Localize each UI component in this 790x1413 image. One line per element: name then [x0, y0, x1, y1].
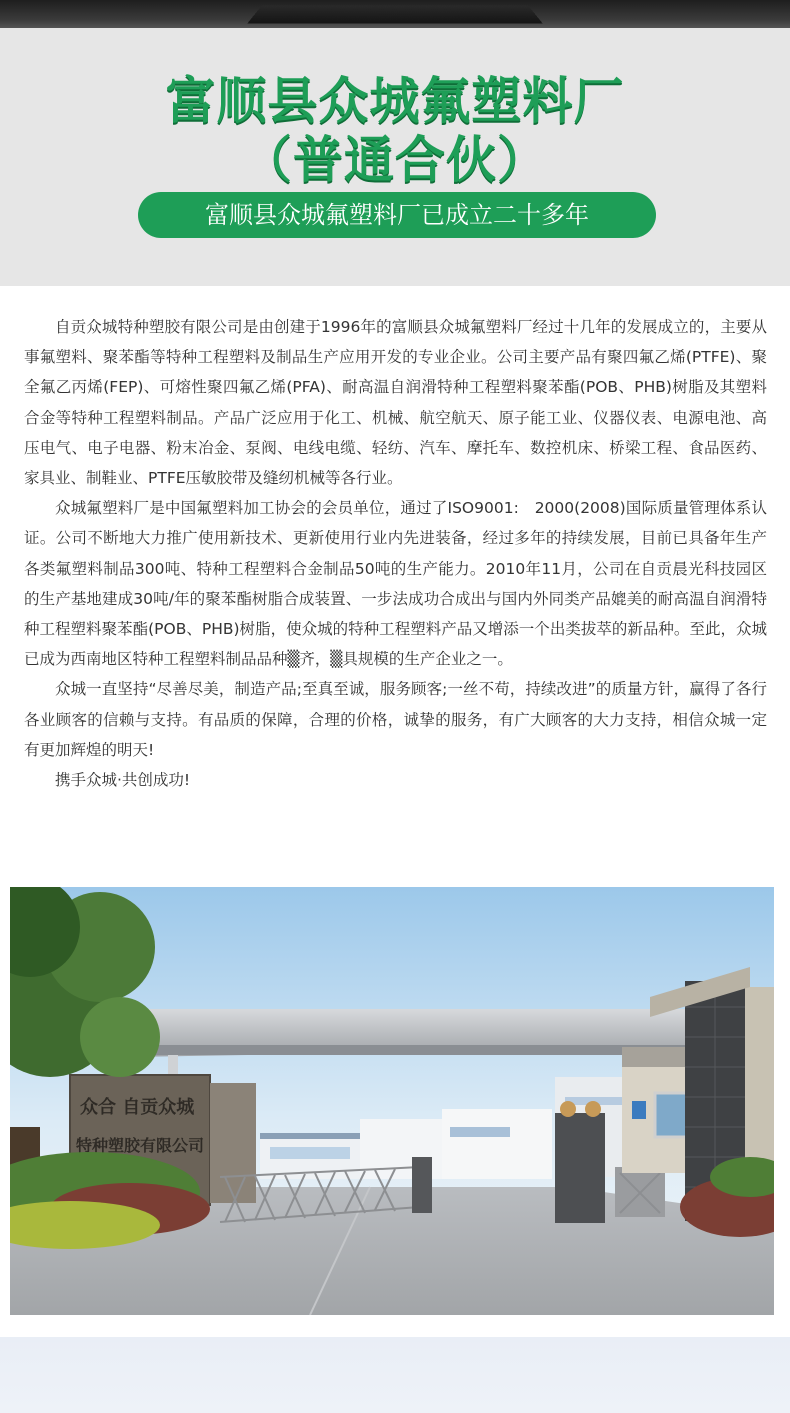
intro-paragraph-3: 众城一直坚持“尽善尽美，制造产品;至真至诚，服务顾客;一丝不苟，持续改进”的质量方针，赢得了各行各业顾客的信赖与支持。有品质的保障，合理的价格，诚挚的服务，有广大顾客的大力支持，相信众城一定有更加辉煌的明天! — [24, 680, 767, 759]
header-panel — [0, 28, 790, 286]
gate-sign-text-1: 众合 自贡众城 — [80, 1097, 195, 1118]
gate-sign-text-2: 特种塑胶有限公司 — [76, 1136, 205, 1155]
intro-paragraph-2: 众城氟塑料厂是中国氟塑料加工协会的会员单位，通过了ISO9001: 2000(2008)国际质量管理体系认证。公司不断地大力推广使用新技术、更新使用行业内先进装备，经过多年的持续发展，目前已具备年生产各类氟塑料制品300吨、特种工程塑料合金制品50吨的生产能力。2010年11月，公司在自贡晨光科技园区的生产基地建成30吨/年的聚苯酯树脂合成装置、一步法成功合成出与国内外同类产品媲美的耐高温自润滑特种工程塑料聚苯酯(POB、PHB)树脂，使众城的特种工程塑料产品又增添一个出类拔萃的新品种。至此，众城已成为西南地区特种工程塑料制品品种▒齐，▒具规模的生产企业之一。 — [24, 499, 767, 669]
intro-paragraph-1: 自贡众城特种塑胶有限公司是由创建于1996年的富顺县众城氟塑料厂经过十几年的发展成立的，主要从事氟塑料、聚苯酯等特种工程塑料及制品生产应用开发的专业企业。公司主要产品有聚四氟乙烯(PTFE)、聚全氟乙丙烯(FEP)、可熔性聚四氟乙烯(PFA)、耐高温自润滑特种工程塑料聚苯酯(POB、PHB)树脂及其塑料合金等特种工程塑料制品。产品广泛应用于化工、机械、航空航天、原子能工业、仪器仪表、电源电池、高压电气、电子电器、粉末冶金、泵阀、电线电缆、轻纺、汽车、摩托车、数控机床、桥梁工程、食品医药、家具业、制鞋业、PTFE压敏胶带及缝纫机械等各行业。 — [24, 318, 767, 488]
top-dark-banner — [0, 0, 790, 28]
next-section-background — [0, 1337, 790, 1413]
intro-slogan: 携手众城·共创成功! — [55, 771, 191, 790]
tagline-badge: 富顺县众城氟塑料厂已成立二十多年 — [138, 192, 656, 238]
company-introduction — [24, 312, 767, 795]
factory-gate-photo — [10, 887, 774, 1315]
company-title: 富顺县众城氟塑料厂 — [165, 72, 625, 130]
company-title-suffix: （普通合伙） — [242, 131, 548, 189]
